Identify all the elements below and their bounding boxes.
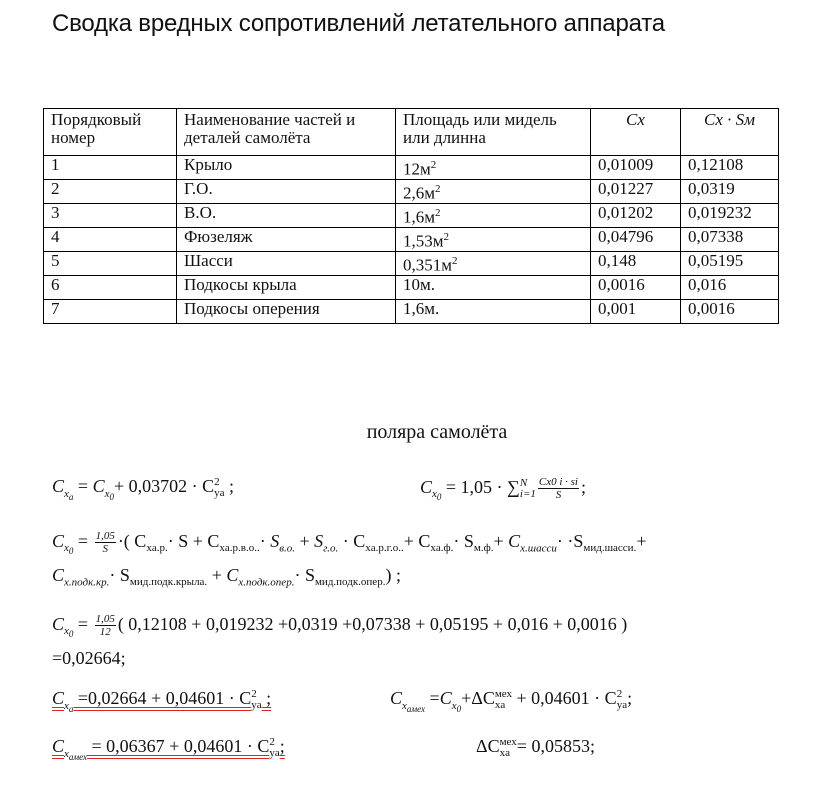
formula-body (476, 735, 595, 759)
formula-body (52, 565, 401, 589)
formula-text: · S (109, 565, 130, 585)
table-row (44, 276, 779, 300)
sub-sup (130, 566, 207, 588)
sub-subscript: 0 (68, 546, 74, 557)
superscript (474, 532, 494, 543)
superscript (365, 532, 403, 543)
formula-body (52, 687, 272, 714)
row-number-text: 5 (51, 251, 60, 270)
formula-text: ; (279, 736, 285, 756)
variable: C (52, 476, 65, 496)
formula-text: = (73, 530, 93, 551)
superscript: мех (494, 687, 513, 700)
cx-sm-value-text: 0,05195 (688, 251, 744, 270)
sub-sup (583, 532, 636, 554)
area-value-text: 1,6м. (403, 299, 440, 318)
formula-text: ) ; (385, 565, 401, 585)
cx-value-text: 0,148 (598, 251, 637, 270)
cx-sm-value-text: 0,019232 (688, 203, 752, 222)
numerator: Cx0 i · si (538, 476, 578, 488)
cx-sm-value (681, 228, 779, 252)
area-value (396, 300, 591, 324)
subscript: ya (214, 486, 225, 499)
formula-text: + (636, 530, 647, 551)
formula-cxa-result (52, 687, 272, 714)
unit-exponent: 2 (452, 255, 458, 267)
cx-value-text: 0,001 (598, 299, 637, 318)
subscript: x0 (64, 625, 74, 640)
cx-value-text: 0,01009 (598, 155, 654, 174)
cx-value-text: 0,0016 (598, 275, 645, 294)
subscript: мид.подк.крыла. (129, 575, 208, 588)
fraction (538, 476, 579, 501)
subscript: xa (64, 487, 74, 502)
subscript: x.шасси (520, 542, 557, 555)
area-value (396, 180, 591, 204)
cx-sm-value (681, 180, 779, 204)
sub-subscript: 0 (109, 491, 114, 502)
variable: C (52, 688, 65, 708)
denominator: 12 (99, 626, 111, 638)
part-name (177, 276, 396, 300)
drag-summary-table (43, 108, 779, 324)
sub-sup (520, 478, 536, 500)
formula-text: = 1,05 · ∑ (441, 476, 520, 497)
fraction (95, 613, 116, 638)
row-number-text: 3 (51, 203, 60, 222)
row-number-text: 1 (51, 155, 60, 174)
formula-body (390, 687, 633, 714)
area-value (396, 156, 591, 180)
variable: C (508, 530, 521, 551)
header-part-name: Наименование частей и деталей самолёта (177, 109, 396, 156)
formula-text: = 0,05853; (516, 736, 595, 756)
document-title: Сводка вредных сопротивлений летательного аппарата (52, 10, 665, 37)
superscript: 2 (269, 735, 275, 748)
formula-text: = (73, 476, 93, 496)
variable: C (420, 476, 433, 497)
sub-subscript: aмех (406, 703, 426, 714)
variable: S (314, 530, 324, 551)
sub-sup (219, 532, 259, 554)
table-row (44, 180, 779, 204)
subscript: ya (616, 698, 628, 711)
formula-body (52, 613, 628, 640)
subscript: мид.шасси. (583, 541, 637, 554)
superscript (219, 532, 259, 543)
row-number (44, 276, 177, 300)
sub-sup (617, 689, 627, 711)
area-value (396, 276, 591, 300)
area-value-text: 12м (403, 159, 431, 179)
part-name-text: Шасси (184, 251, 233, 270)
area-value-text: 10м. (403, 275, 436, 294)
subscript: г.о. (323, 542, 339, 555)
part-name (177, 156, 396, 180)
sub-subscript: aмех (68, 751, 88, 762)
sub-subscript: 0 (68, 629, 74, 640)
formula-cx0-expanded-2 (52, 565, 401, 588)
subscript: i=1 (519, 487, 536, 500)
table-header-row (44, 109, 779, 156)
header-area: Площадь или мидель или длинна (396, 109, 591, 156)
row-number (44, 204, 177, 228)
subscript: в.о. (279, 542, 295, 555)
row-number-text: 7 (51, 299, 60, 318)
superscript: N (519, 476, 528, 489)
numerator: 1,05 (95, 613, 115, 625)
formula-text: = (425, 688, 440, 708)
cx-sm-value-text: 0,016 (688, 275, 727, 294)
formula-text: + (207, 565, 227, 585)
subscript: м.ф. (473, 541, 494, 554)
part-name-text: Фюзеляж (184, 227, 253, 246)
superscript: мех (499, 735, 517, 748)
formula-text: ( 0,12108 + 0,019232 +0,0319 +0,07338 + 0,05195 + 0,016 + 0,0016 ) (117, 613, 628, 634)
row-number (44, 300, 177, 324)
row-number (44, 156, 177, 180)
sub-sup (146, 532, 167, 554)
sub-sup (214, 477, 224, 499)
variable: C (439, 688, 452, 708)
superscript: 2 (214, 475, 220, 488)
formula-text: + (493, 530, 509, 551)
subscript: xa.ф. (430, 541, 454, 554)
cx-value (591, 252, 681, 276)
cx-value-text: 0,01227 (598, 179, 654, 198)
header-number: Порядковый номер (44, 109, 177, 156)
row-number (44, 252, 177, 276)
formula-text: =0,02664 + 0,04601 · C (73, 688, 252, 708)
formula-text: · ·S (556, 530, 584, 551)
formula-body (420, 476, 587, 503)
variable: C (52, 736, 65, 756)
row-number-text: 4 (51, 227, 60, 246)
area-value (396, 252, 591, 276)
formula-cx0-sum (420, 476, 586, 501)
cx-value (591, 276, 681, 300)
subscript: xa (494, 698, 506, 711)
formula-body (52, 475, 235, 502)
cx-value (591, 156, 681, 180)
subscript: xa (64, 699, 74, 714)
subscript: x0 (104, 487, 114, 502)
subscript: x0 (432, 488, 442, 503)
sub-sup (500, 737, 517, 759)
formula-body (52, 735, 285, 762)
formula-text: = (73, 613, 93, 634)
variable: C (52, 565, 65, 585)
formula-text: ; (581, 476, 587, 497)
formula-text: =0,02664; (52, 648, 126, 668)
subscript: xa.р. (146, 541, 168, 554)
fraction (95, 530, 116, 555)
subscript: x0 (64, 542, 74, 557)
formula-text: + C (403, 530, 431, 551)
header-cx-sm: Cx · Sм (681, 109, 779, 156)
sub-sup (365, 532, 403, 554)
table-row (44, 204, 779, 228)
formula-delta-cx-mex (476, 736, 595, 759)
formula-text: + (294, 530, 315, 551)
formula-cxa-polar (52, 475, 235, 502)
header-cx: Cx (591, 109, 681, 156)
formula-text: · C (338, 530, 366, 551)
formula-text: ΔC (476, 736, 500, 756)
subscript: xa.р.в.о.. (219, 541, 260, 554)
area-value-text: 1,6м (403, 207, 436, 227)
cx-value (591, 180, 681, 204)
superscript: 2 (251, 687, 257, 700)
row-number (44, 228, 177, 252)
subscript: xaмех (64, 747, 88, 762)
cx-sm-value (681, 156, 779, 180)
formula-body (52, 530, 647, 557)
formula-text: = 0,06367 + 0,04601 · C (87, 736, 270, 756)
subscript: мид.подк.опер. (314, 575, 386, 588)
formula-text: · (259, 530, 271, 551)
formula-cx0-numeric-1 (52, 613, 627, 638)
sub-subscript: 0 (456, 703, 462, 714)
subscript: ya (251, 698, 262, 711)
area-value-text: 2,6м (403, 183, 436, 203)
subscript: xaмех (402, 699, 426, 714)
table-row (44, 156, 779, 180)
row-number-text: 6 (51, 275, 60, 294)
row-number-text: 2 (51, 179, 60, 198)
variable: S (270, 530, 280, 551)
subscript: x0 (451, 699, 462, 714)
denominator: S (555, 489, 562, 501)
subscript: ya (269, 746, 280, 759)
part-name (177, 204, 396, 228)
sub-subscript: a (68, 703, 74, 714)
subscript: x.подк.кр. (64, 576, 110, 589)
subscript: x.подк.опер. (238, 576, 295, 589)
sub-sup (269, 737, 279, 759)
formula-text: · S (294, 565, 315, 585)
cx-sm-value (681, 300, 779, 324)
sub-subscript: 0 (436, 492, 442, 503)
part-name-text: Крыло (184, 155, 233, 174)
superscript (583, 532, 636, 543)
part-name (177, 252, 396, 276)
unit-exponent: 2 (430, 159, 437, 171)
cx-value-text: 0,04796 (598, 227, 654, 246)
cx-sm-value (681, 276, 779, 300)
subscript: xa (499, 746, 510, 759)
formula-text: +ΔC (461, 688, 495, 708)
cx-value (591, 300, 681, 324)
variable: C (52, 613, 65, 634)
unit-exponent: 2 (443, 231, 450, 243)
sub-sup (430, 532, 453, 554)
superscript (146, 532, 167, 543)
part-name-text: Г.О. (184, 179, 213, 198)
table-row (44, 252, 779, 276)
part-name-text: В.О. (184, 203, 217, 222)
table-row (44, 300, 779, 324)
cx-sm-value-text: 0,07338 (688, 227, 744, 246)
formula-body (52, 648, 126, 668)
variable: C (52, 530, 65, 551)
area-value (396, 228, 591, 252)
formula-text: ; (627, 688, 633, 708)
area-value-text: 1,53м (403, 231, 444, 251)
part-name (177, 228, 396, 252)
part-name-text: Подкосы оперения (184, 299, 320, 318)
cx-sm-value (681, 204, 779, 228)
formula-text: ; (224, 476, 235, 496)
formula-text: + 0,04601 · C (512, 688, 617, 708)
formula-cxamex (390, 687, 633, 714)
part-name (177, 180, 396, 204)
formula-cx0-numeric-2 (52, 648, 126, 668)
sub-sup (495, 689, 512, 711)
variable: C (226, 565, 239, 585)
unit-exponent: 2 (435, 207, 441, 219)
cx-sm-value-text: 0,0016 (688, 299, 735, 318)
numerator: 1,05 (95, 530, 115, 542)
part-name-text: Подкосы крыла (184, 275, 297, 294)
sub-sup (474, 532, 494, 554)
sub-sup (251, 689, 261, 711)
sub-subscript: a (68, 491, 74, 502)
superscript: 2 (616, 687, 623, 700)
unit-exponent: 2 (435, 183, 441, 195)
table-row (44, 228, 779, 252)
formula-text: ·( C (117, 530, 147, 551)
area-value (396, 204, 591, 228)
section-title-polar: поляра самолёта (366, 421, 508, 443)
variable: C (390, 688, 403, 708)
denominator: S (102, 543, 108, 555)
formula-cxamex-result (52, 735, 285, 762)
cx-sm-value (681, 252, 779, 276)
area-value-text: 0,351м (403, 255, 453, 275)
cx-value (591, 228, 681, 252)
formula-text: · S + C (167, 530, 220, 551)
formula-text: ; (261, 688, 272, 708)
sub-sup (315, 566, 385, 588)
superscript (430, 532, 453, 543)
formula-text: · S (453, 530, 474, 551)
subscript: xa.р.г.о.. (365, 541, 404, 554)
cx-sm-value-text: 0,0319 (688, 179, 735, 198)
variable: C (92, 476, 105, 496)
cx-value (591, 204, 681, 228)
cx-value-text: 0,01202 (598, 203, 654, 222)
row-number (44, 180, 177, 204)
cx-sm-value-text: 0,12108 (688, 155, 744, 174)
formula-text: + 0,03702 · C (113, 476, 215, 496)
formula-cx0-expanded-1 (52, 530, 646, 555)
part-name (177, 300, 396, 324)
